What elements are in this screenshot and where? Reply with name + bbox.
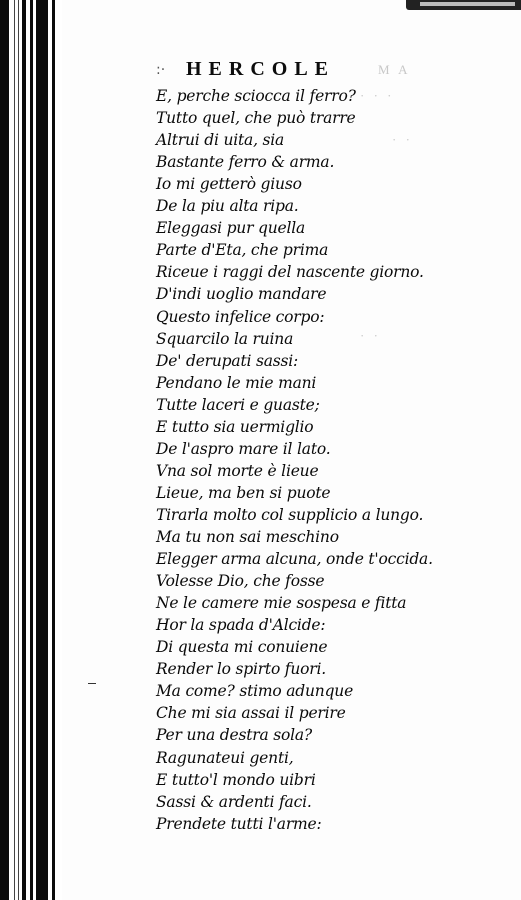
verse-line: Per una destra sola? [156,726,313,745]
verse-line: Ragunateui genti, [156,748,294,767]
verse-line: Bastante ferro & arma. [156,153,335,172]
verse-line: De la piu alta ripa. [156,197,299,216]
verse-line: D'indi uoglio mandare [156,285,327,304]
verse-line: Sassi & ardenti faci. [156,792,312,811]
verse-line: E tutto sia uermiglio [156,417,314,436]
verse-line: E, perche sciocca il ferro? [156,87,356,105]
verse-line: E tutto'l mondo uibri [156,770,316,789]
verse-line: Render lo spirto fuori. [156,660,326,679]
verse-line: Tutto quel, che può trarre [156,109,356,128]
verse-line: Volesse Dio, che fosse [156,572,325,591]
show-through-text: · · [392,132,413,147]
show-through-text: M A [378,62,411,77]
verse-line: Tirarla molto col supplicio a lungo. [156,505,424,524]
verse-line: Ma tu non sai meschino [156,528,339,546]
verse-line: Pendano le mie mani [156,373,317,392]
verse-line: Tutte laceri e guaste; [156,395,320,414]
verse-line: De' derupati sassi: [156,351,299,370]
header-ornament: :· [156,62,166,78]
verse-line: Ma come? stimo adunque [156,682,354,701]
verse-line: Hor la spada d'Alcide: [156,616,326,635]
verse-line: Lieue, ma ben si puote [156,483,331,502]
verse-line: Riceue i raggi del nascente giorno. [156,263,424,282]
verse-line: Di questa mi conuiene [156,638,328,657]
verse-line: De l'aspro mare il lato. [156,439,331,458]
verse-line: Eleggasi pur quella [156,219,306,238]
verse-line: Io mi getterò giuso [156,175,302,194]
verse-line: Elegger arma alcuna, onde t'occida. [156,550,433,569]
verse-line: Squarcilo la ruina [156,329,294,348]
verse-line: Altrui di uita, sia [156,131,285,150]
verse-line: Prendete tutti l'arme: [156,814,322,833]
show-through-text: · · [360,328,381,343]
running-header-title: HERCOLE [186,58,336,80]
verse-line: Questo infelice corpo: [156,307,325,326]
verse-line: Che mi sia assai il perire [156,704,346,723]
verse-line: Parte d'Eta, che prima [156,241,329,260]
show-through-text: · · · [360,88,395,103]
verse-line: Ne le camere mie sospesa e fitta [156,594,407,613]
verse-line: Vna sol morte è lieue [156,461,319,480]
